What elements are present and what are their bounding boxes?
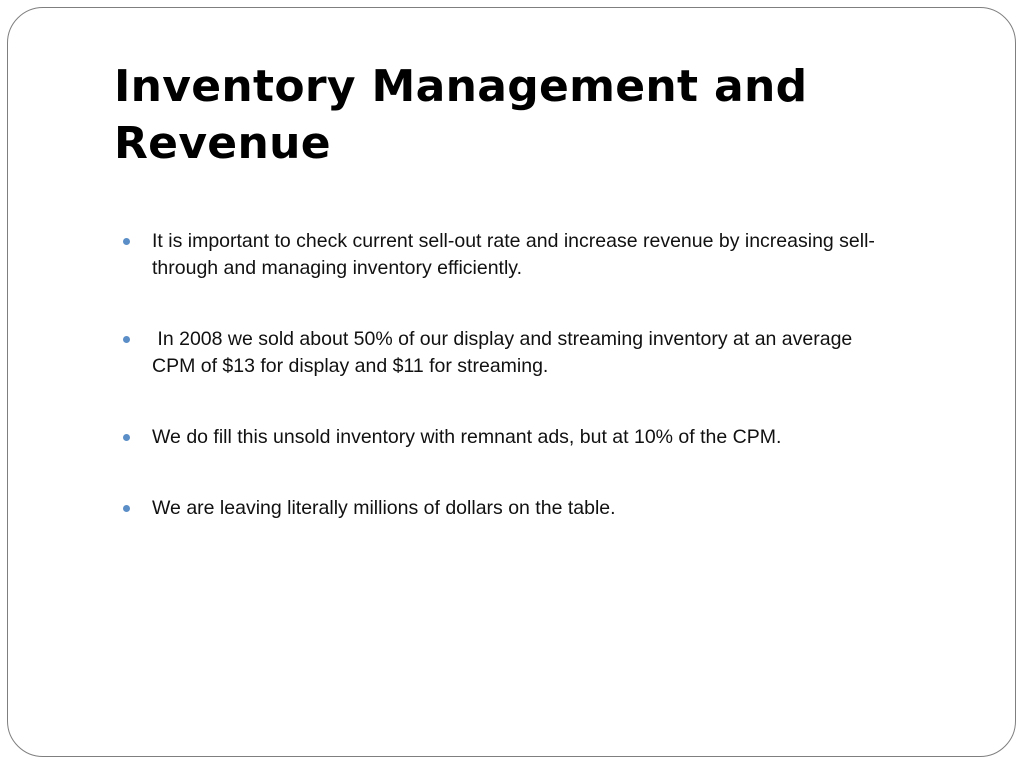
- slide-title: Inventory Management and Revenue: [114, 61, 808, 169]
- bullet-item: [120, 326, 900, 380]
- bullet-text: We are leaving literally millions of dollars on the table.: [152, 497, 616, 519]
- bullet-text: It is important to check current sell-out rate and increase revenue by increasing sell-through and managing inventory efficiently.: [152, 230, 875, 279]
- bullet-list: [120, 228, 900, 522]
- bullet-item: [120, 228, 900, 282]
- slide-frame: [7, 7, 1016, 757]
- bullet-item: [120, 495, 900, 522]
- bullet-dot-icon: [123, 336, 130, 343]
- bullet-dot-icon: [123, 434, 130, 441]
- bullet-dot-icon: [123, 505, 130, 512]
- bullet-text: We do fill this unsold inventory with remnant ads, but at 10% of the CPM.: [152, 426, 782, 448]
- bullet-dot-icon: [123, 238, 130, 245]
- bullet-text: In 2008 we sold about 50% of our display and streaming inventory at an average CPM of $13 for display and $11 for streaming.: [152, 328, 858, 377]
- bullet-item: [120, 424, 900, 451]
